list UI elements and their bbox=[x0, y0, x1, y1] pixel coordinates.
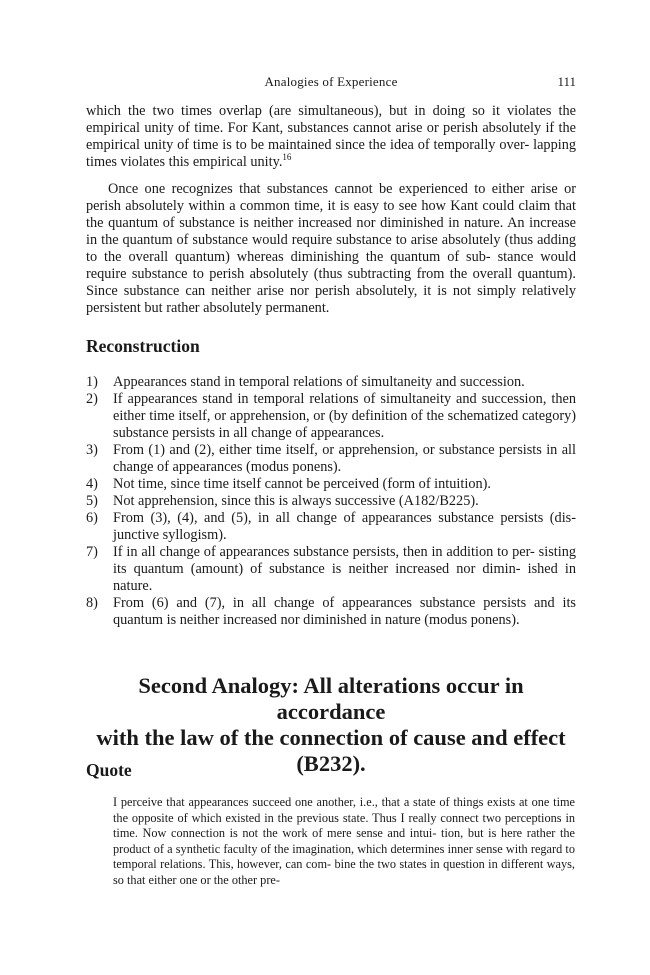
reconstruction-heading: Reconstruction bbox=[86, 336, 200, 356]
item-number: 4) bbox=[86, 476, 98, 492]
quote-line: tion, but is here rather the product of a synthetic faculty of the imagination, which bbox=[113, 826, 576, 856]
paragraph-line: that the quantum of substance is neither increased nor diminished in nature. An bbox=[86, 198, 576, 231]
paragraph-line: not simply relatively persistent but rather absolutely permanent. bbox=[86, 283, 576, 316]
paragraph-line: increase in the quantum of substance would require substance to arise absolutely bbox=[86, 215, 576, 248]
quote-line: I perceive that appearances succeed one another, i.e., that a state of things exists at bbox=[113, 795, 528, 809]
quote-line: two perceptions in time. Now connection is not the work of mere sense and intui- bbox=[113, 810, 576, 841]
block-quote bbox=[113, 795, 575, 889]
list-item bbox=[86, 544, 576, 595]
title-line: with the law of the connection of cause and effect bbox=[96, 725, 566, 750]
item-line: category) substance persists in all change of appearances. bbox=[113, 408, 577, 441]
quote-line: determines inner sense with regard to temporal relations. This, however, can com- bbox=[113, 841, 575, 872]
item-line: then either time itself, or apprehension, or (by definition of the schematized bbox=[113, 391, 576, 424]
list-item bbox=[86, 476, 576, 493]
paragraph-line: Once one recognizes that substances cannot be experienced to either arise or bbox=[108, 181, 576, 197]
item-line: From (3), (4), and (5), in all change of appearances substance persists (dis- bbox=[113, 510, 576, 526]
item-line: Not time, since time itself cannot be perceived (form of intuition). bbox=[113, 476, 491, 492]
item-line: If in all change of appearances substance persists, then in addition to per- bbox=[113, 544, 535, 560]
item-line: From (1) and (2), either time itself, or apprehension, or substance persists in bbox=[113, 442, 558, 458]
item-number: 1) bbox=[86, 374, 98, 390]
quote-line: one time the opposite of which existed in the previous state. Thus I really connect bbox=[113, 795, 576, 825]
running-title: Analogies of Experience bbox=[264, 74, 398, 89]
paragraph-line: the empirical unity of time is to be maintained since the idea of temporally over- bbox=[86, 120, 576, 153]
item-line: ished in nature. bbox=[113, 561, 577, 594]
item-number: 3) bbox=[86, 442, 98, 458]
item-number: 7) bbox=[86, 544, 98, 560]
paragraph-2 bbox=[86, 181, 576, 317]
item-line: If appearances stand in temporal relations of simultaneity and succession, bbox=[113, 391, 547, 407]
paragraph-line: overall quantum). Since substance can neither arise nor perish absolutely, it is bbox=[86, 266, 576, 299]
list-item bbox=[86, 510, 576, 544]
paragraph-line: empirical unity of time. For Kant, substances cannot arise or perish absolutely if bbox=[86, 120, 555, 136]
item-line: Appearances stand in temporal relations of simultaneity and succession. bbox=[113, 374, 525, 390]
reconstruction-list bbox=[86, 374, 576, 629]
item-line: all change of appearances (modus ponens). bbox=[113, 442, 576, 475]
paragraph-line: perish absolutely within a common time, it is easy to see how Kant could claim bbox=[86, 198, 551, 214]
item-line: junctive syllogism). bbox=[113, 527, 227, 543]
item-number: 2) bbox=[86, 391, 98, 407]
paragraph-line: (thus adding to the overall quantum) whereas diminishing the quantum of sub- bbox=[86, 232, 576, 265]
paragraph-line: lapping times violates this empirical unity. bbox=[86, 137, 576, 170]
item-line: sisting its quantum (amount) of substance is neither increased nor dimin- bbox=[113, 544, 577, 577]
item-line: Not apprehension, since this is always successive (A182/B225). bbox=[113, 493, 479, 509]
list-item bbox=[86, 442, 576, 476]
title-line: Second Analogy: All alterations occur in accordance bbox=[138, 673, 524, 724]
paragraph-line: which the two times overlap (are simultaneous), but in doing so it violates the bbox=[86, 103, 576, 119]
page-number: 111 bbox=[557, 74, 576, 89]
page-header bbox=[86, 74, 576, 94]
list-item bbox=[86, 493, 576, 510]
item-number: 6) bbox=[86, 510, 98, 526]
item-number: 5) bbox=[86, 493, 98, 509]
quote-line: bine the two states in question in different ways, so that either one or the other pre- bbox=[113, 857, 575, 887]
item-line: From (6) and (7), in all change of appearances substance persists and its bbox=[113, 595, 576, 611]
paragraph-line: stance would require substance to perish absolutely (thus subtracting from the bbox=[86, 249, 576, 282]
item-line: quantum is neither increased nor diminished in nature (modus ponens). bbox=[113, 612, 520, 628]
list-item bbox=[86, 374, 576, 391]
list-item bbox=[86, 595, 576, 629]
footnote-ref[interactable]: 16 bbox=[282, 152, 292, 163]
title-line: (B232). bbox=[296, 751, 366, 776]
item-number: 8) bbox=[86, 595, 98, 611]
quote-heading: Quote bbox=[86, 760, 132, 780]
second-analogy-title bbox=[86, 673, 576, 777]
paragraph-1 bbox=[86, 103, 576, 171]
list-item bbox=[86, 391, 576, 442]
